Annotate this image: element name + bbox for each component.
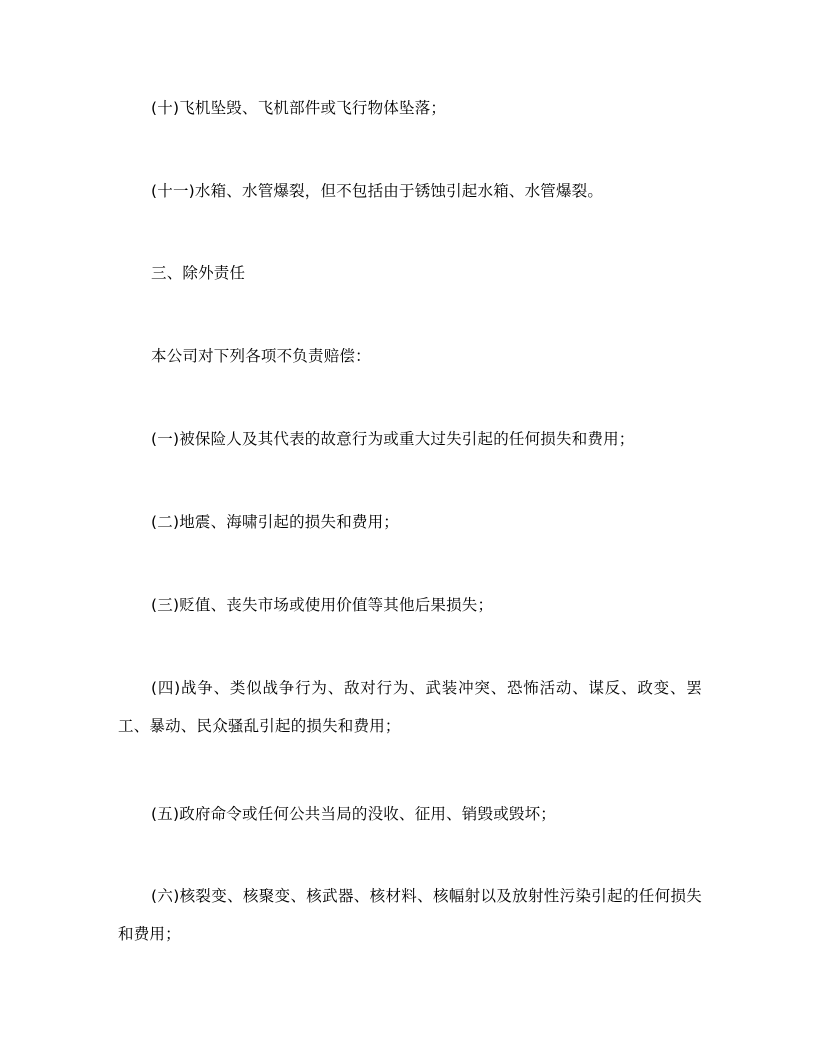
exclusion-1-intentional-acts: (一)被保险人及其代表的故意行为或重大过失引起的任何损失和费用； <box>151 430 635 448</box>
exclusions-intro: 本公司对下列各项不负责赔偿： <box>151 347 371 365</box>
exclusion-4-war-riots: (四)战争、类似战争行为、敌对行为、武装冲突、恐怖活动、谋反、政变、罢工、暴动、民众骚乱引起的损失和费用； <box>118 679 702 735</box>
clause-11-water-tank-burst: (十一)水箱、水管爆裂，但不包括由于锈蚀引起水箱、水管爆裂。 <box>151 182 604 200</box>
exclusion-6-nuclear: (六)核裂变、核聚变、核武器、核材料、核幅射以及放射性污染引起的任何损失和费用； <box>118 887 702 943</box>
clause-10-aircraft-crash: (十)飞机坠毁、飞机部件或飞行物体坠落； <box>151 99 447 117</box>
exclusion-3-depreciation: (三)贬值、丧失市场或使用价值等其他后果损失； <box>151 596 494 614</box>
section-heading-exclusions: 三、除外责任 <box>151 264 246 282</box>
exclusion-2-earthquake-tsunami: (二)地震、海啸引起的损失和费用； <box>151 513 399 531</box>
exclusion-5-government-seizure: (五)政府命令或任何公共当局的没收、征用、销毁或毁坏； <box>151 805 556 823</box>
